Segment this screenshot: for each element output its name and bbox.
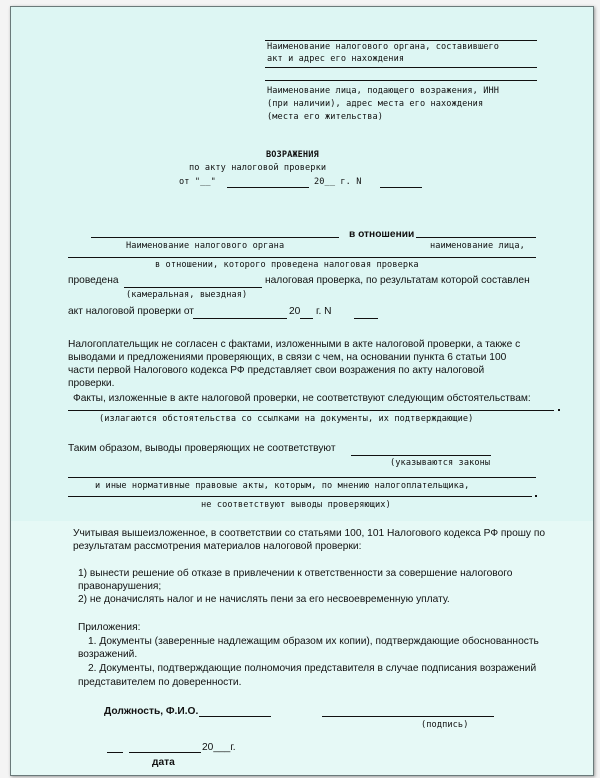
tax-org-fill-line — [91, 237, 339, 238]
person-caption-3: (места его жительства) — [267, 112, 384, 122]
attachment-2-line-2: представителем по доверенности. — [78, 677, 242, 688]
act-label: акт налоговой проверки от — [68, 306, 194, 317]
paragraph-1-line-2: выводами и предложениями проверяющих, в связи с чем, на основании пункта 6 статьи 100 — [68, 352, 507, 363]
act-number-label: г. N — [316, 306, 332, 317]
objection-document — [10, 6, 594, 776]
date-day-line — [107, 752, 123, 753]
check-type-caption: (камеральная, выездная) — [126, 290, 248, 300]
paragraph-1-line-1: Налогоплательщик не согласен с фактами, изложенными в акте налоговой проверки, а также с — [68, 339, 521, 350]
conducted-label: проведена — [68, 275, 119, 286]
tax-org-caption-1: Наименование налогового органа, составившего — [267, 42, 500, 52]
position-fill-line — [199, 716, 271, 717]
position-label: Должность, Ф.И.О. — [104, 706, 199, 717]
other-acts-caption: и иные нормативные правовые акты, которым, по мнению налогоплательщика, — [95, 481, 470, 491]
mismatch-line-dot — [535, 495, 537, 497]
act-number-fill-line — [354, 318, 378, 319]
document-lower-section — [11, 521, 593, 775]
request-item-1-line-2: правонарушения; — [78, 581, 162, 592]
conclusion-label: Таким образом, выводы проверяющих не соответствуют — [68, 443, 336, 454]
attachments-heading: Приложения: — [78, 622, 141, 633]
act-date-line — [227, 187, 309, 188]
mismatch-caption: не соответствуют выводы проверяющих) — [201, 500, 391, 510]
act-date-year: 20__ г. N — [314, 177, 362, 187]
audited-caption: в отношении, которого проведена налоговая проверка — [155, 260, 419, 270]
facts-line-dot — [558, 409, 560, 411]
facts-statement: Факты, изложенные в акте налоговой проверки, не соответствуют следующим обстоятельствам: — [73, 393, 531, 404]
check-type-line — [124, 287, 262, 288]
request-line-2: результатам рассмотрения материалов налоговой проверки: — [73, 541, 362, 552]
conducted-suffix: налоговая проверка, по результатам которой составлен — [265, 275, 530, 286]
laws-caption: (указываются законы — [390, 458, 491, 468]
other-acts-fill-line — [68, 477, 536, 478]
tax-org-address-line — [265, 67, 537, 68]
act-number-line — [380, 187, 422, 188]
request-item-1-line-1: 1) вынести решение об отказе в привлечении к ответственности за совершение налогового — [78, 568, 513, 579]
person-caption-2: (при наличии), адрес места его нахождения — [267, 99, 484, 109]
act-date-fill-line — [193, 318, 287, 319]
tax-org-caption-2: акт и адрес его нахождения — [267, 54, 405, 64]
attachment-2-line-1: 2. Документы, подтверждающие полномочия представителя в случае подписания возражений — [88, 663, 537, 674]
date-caption: дата — [152, 757, 175, 768]
person-caption-1: Наименование лица, подающего возражения, ИНН — [267, 86, 500, 96]
request-item-2: 2) не доначислять налог и не начислять пени за его несвоевременную уплату. — [78, 594, 450, 605]
document-subtitle: по акту налоговой проверки — [189, 163, 327, 173]
act-date-prefix: от "__" — [179, 177, 216, 187]
relation-label: в отношении — [349, 229, 415, 240]
act-year-line — [300, 318, 313, 319]
paragraph-1-line-3: части первой Налогового кодекса РФ представляет свои возражения по акту налоговой — [68, 365, 485, 376]
date-year-label: 20___г. — [202, 742, 236, 753]
act-year: 20 — [289, 306, 301, 317]
facts-fill-line — [68, 410, 554, 411]
attachment-1-line-1: 1. Документы (заверенные надлежащим образом их копии), подтверждающие обоснованность — [88, 636, 539, 647]
attachment-1-line-2: возражений. — [78, 649, 138, 660]
facts-caption: (излагаются обстоятельства со ссылками на документы, их подтверждающие) — [99, 414, 474, 424]
request-line-1: Учитывая вышеизложенное, в соответствии со статьями 100, 101 Налогового кодекса РФ прошу по — [73, 528, 546, 539]
mismatch-fill-line — [68, 496, 532, 497]
paragraph-1-line-4: проверки. — [68, 378, 115, 389]
laws-fill-line — [351, 455, 491, 456]
audited-fill-line — [68, 257, 536, 258]
date-month-line — [129, 752, 201, 753]
signature-caption: (подпись) — [421, 720, 469, 730]
person-name-line — [265, 80, 537, 81]
tax-org-fill-caption: Наименование налогового органа — [126, 241, 285, 251]
signature-fill-line — [322, 716, 494, 717]
tax-org-name-line — [265, 40, 537, 41]
person-fill-caption: наименование лица, — [430, 241, 525, 251]
person-fill-line — [416, 237, 536, 238]
document-title: ВОЗРАЖЕНИЯ — [266, 150, 319, 160]
